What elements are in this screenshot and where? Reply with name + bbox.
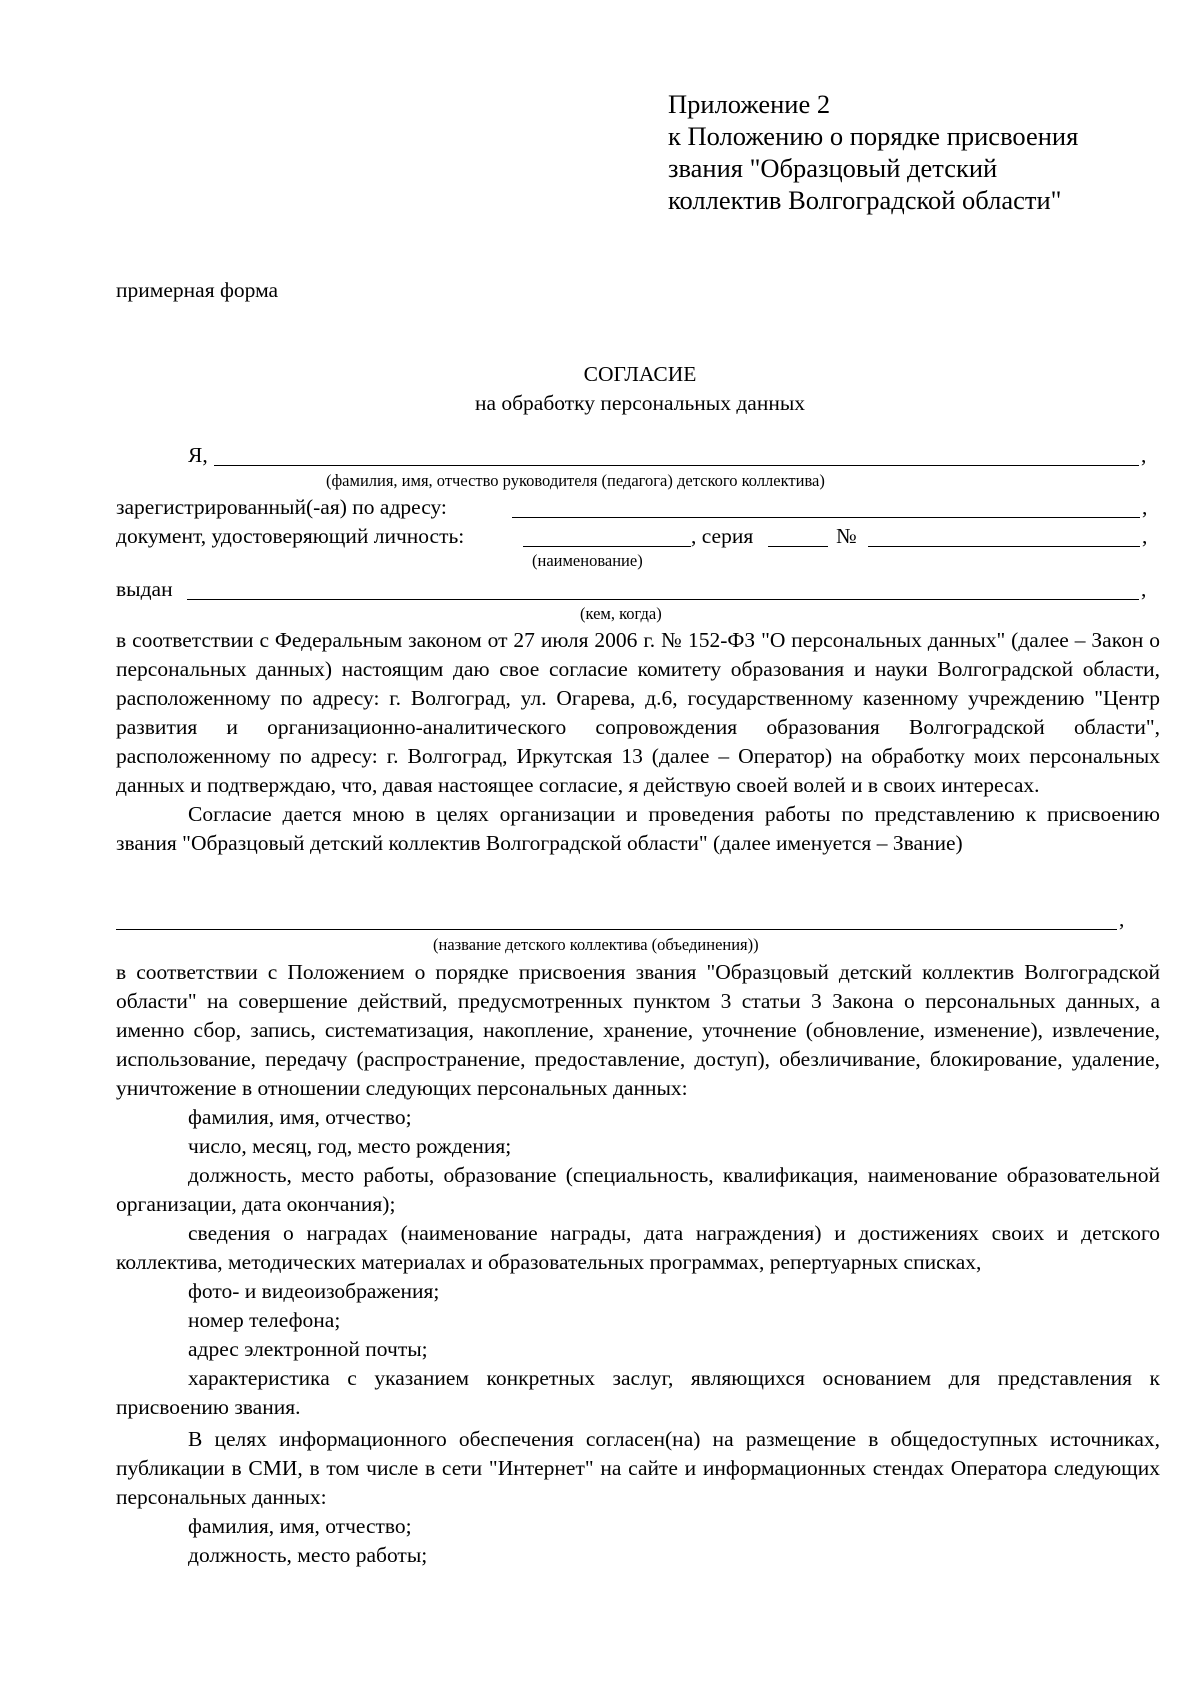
collective-caption: (название детского коллектива (объединения)) — [433, 935, 759, 954]
series-field-line[interactable] — [768, 546, 828, 547]
collective-name-field-line[interactable] — [116, 929, 1117, 930]
list-item: сведения о наградах (наименование награды, дата награждения) и достижениях своих и детского коллектива, методических материалах и образовательных программах, репертуарных списках, — [116, 1221, 1160, 1274]
document-name-field-line[interactable] — [523, 546, 691, 547]
fio-field-line[interactable] — [214, 465, 1139, 466]
address-label: зарегистрированный(-ая) по адресу: — [116, 495, 447, 519]
issued-caption: (кем, когда) — [580, 604, 662, 623]
document-subtitle: на обработку персональных данных — [474, 391, 806, 415]
number-field-line[interactable] — [868, 546, 1140, 547]
list-item: число, месяц, год, место рождения; — [188, 1134, 512, 1158]
comma: , — [1141, 577, 1147, 601]
issued-label: выдан — [116, 577, 173, 601]
list-item: должность, место работы; — [188, 1543, 428, 1567]
document-title: СОГЛАСИЕ — [583, 362, 697, 386]
comma: , — [1142, 495, 1148, 519]
document-caption: (наименование) — [532, 551, 643, 570]
list-item: адрес электронной почты; — [188, 1337, 428, 1361]
i-label: Я, — [188, 443, 208, 467]
comma: , — [1119, 907, 1125, 931]
paragraph-publication: В целях информационного обеспечения согласен(на) на размещение в общедоступных источниках, публикации в СМИ, в том числе в сети "Интернет" на сайте и информационных стендах Оператора следующих персональных данных: — [116, 1427, 1160, 1509]
annex-line: Приложение 2 — [668, 89, 831, 119]
fio-caption: (фамилия, имя, отчество руководителя (педагога) детского коллектива) — [326, 471, 825, 490]
list-item: фамилия, имя, отчество; — [188, 1105, 412, 1129]
consent-body-part2 — [116, 958, 1160, 1570]
paragraph-actions: в соответствии с Положением о порядке присвоения звания "Образцовый детский коллектив Волгоградской области" на совершение действий, предусмотренных пунктом 3 статьи 3 Закона о персональных данных, а именно сбор, запись, систематизация, накопление, хранение, уточнение (обновление, изменение), извлечение, использование, передачу (распространение, предоставление, доступ), обезличивание, блокирование, удаление, уничтожение в отношении следующих персональных данных: — [116, 960, 1160, 1100]
paragraph-consent-basis: в соответствии с Федеральным законом от 27 июля 2006 г. № 152-ФЗ "О персональных данных" (далее – Закон о персональных данных) настоящим даю свое согласие комитету образования и науки Волгоградской области, расположенному по адресу: г. Волгоград, ул. Огарева, д.6, государственному казенному учреждению "Центр развития и организационно-аналитического сопровождения образования Волгоградской области", расположенному по адресу: г. Волгоград, Иркутская 13 (далее – Оператор) на обработку моих персональных данных и подтверждаю, что, давая настоящее согласие, я действую своей волей и в своих интересах. — [116, 628, 1160, 797]
series-label: , серия — [691, 524, 754, 548]
list-item: должность, место работы, образование (специальность, квалификация, наименование образовательной организации, дата окончания); — [116, 1163, 1160, 1216]
annex-line: к Положению о порядке присвоения — [668, 121, 1079, 151]
number-label: № — [836, 524, 857, 548]
annex-line: звания "Образцовый детский — [668, 153, 998, 183]
paragraph-consent-purpose: Согласие дается мною в целях организации и проведения работы по представлению к присвоению звания "Образцовый детский коллектив Волгоградской области" (далее именуется – Звание) — [116, 802, 1160, 855]
form-type-label: примерная форма — [116, 278, 279, 302]
comma: , — [1142, 524, 1148, 548]
comma: , — [1141, 443, 1147, 467]
consent-body-part1 — [116, 626, 1160, 858]
annex-line: коллектив Волгоградской области" — [668, 185, 1062, 215]
address-field-line[interactable] — [512, 517, 1140, 518]
document-label: документ, удостоверяющий личность: — [116, 524, 465, 548]
issued-field-line[interactable] — [187, 599, 1139, 600]
list-item: номер телефона; — [188, 1308, 341, 1332]
list-item: фото- и видеоизображения; — [188, 1279, 440, 1303]
annex-block — [668, 88, 1078, 216]
list-item: фамилия, имя, отчество; — [188, 1514, 412, 1538]
list-item: характеристика с указанием конкретных заслуг, являющихся основанием для представления к присвоению звания. — [116, 1366, 1160, 1419]
